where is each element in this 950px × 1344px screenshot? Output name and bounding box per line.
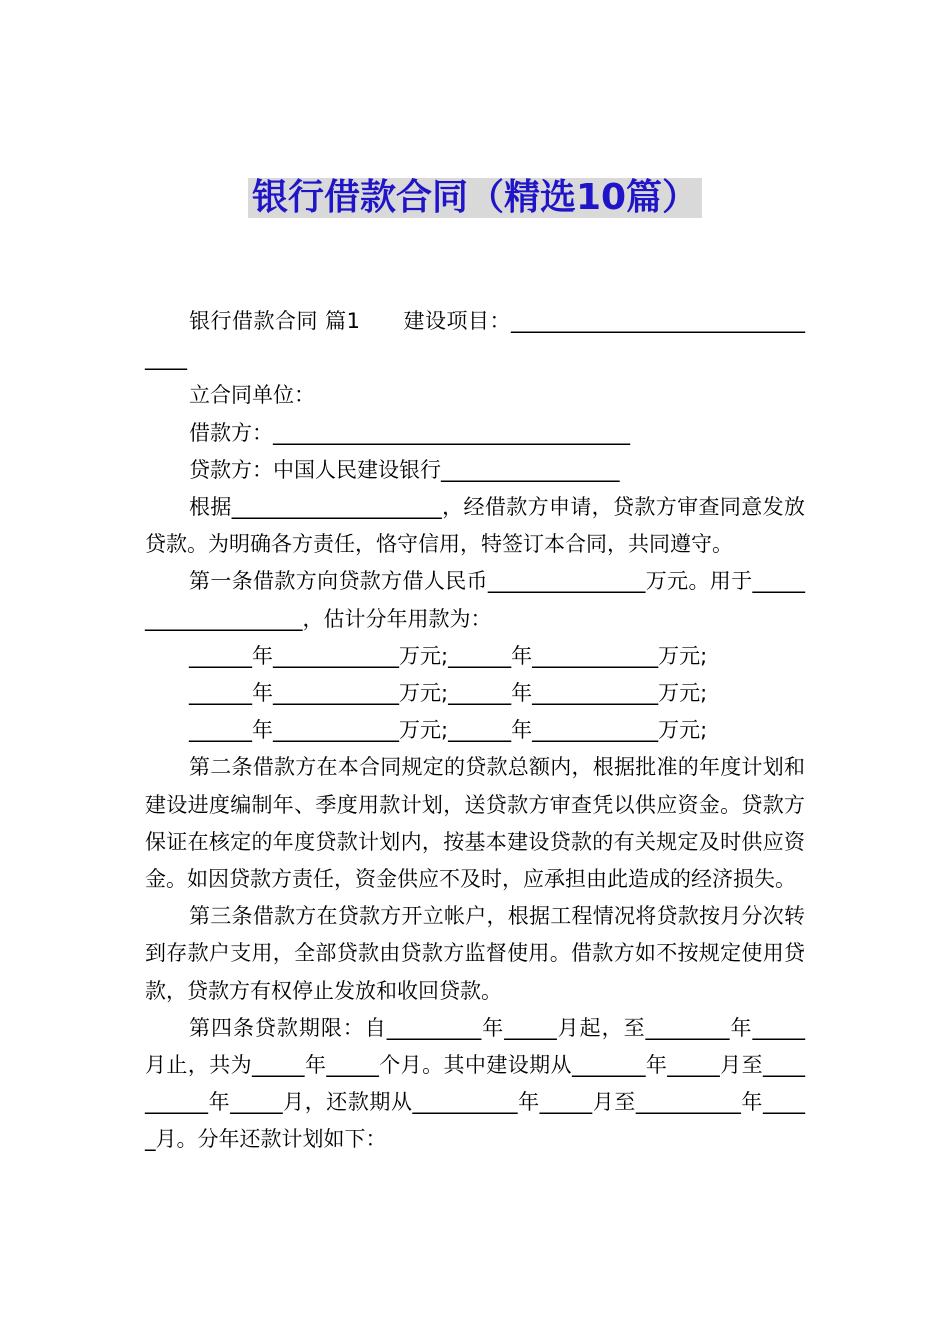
paragraph-article-4: 第四条贷款期限：自_________年_____月起，至________年_____月止，共为_____年_____个月。其中建设期从_______年_____月至__________年_____月，还款期从__________年_____月至__________年_____月。分年还款计划如下： xyxy=(145,1015,805,1152)
document-body xyxy=(145,303,805,1159)
paragraph-article-1: 第一条借款方向贷款方借人民币_______________万元。用于____________________，估计分年用款为： xyxy=(145,569,805,631)
paragraph-basis: 根据____________________，经借款方申请，贷款方审查同意发放贷款。为明确各方责任，恪守信用，特签订本合同，共同遵守。 xyxy=(145,495,805,557)
paragraph-yearly-use-2: ______年____________万元;______年____________万元; xyxy=(189,681,708,706)
paragraph-parties: 立合同单位： xyxy=(189,383,315,408)
paragraph-borrower: 借款方：__________________________________ xyxy=(189,420,630,445)
paragraph-yearly-use-3: ______年____________万元;______年____________万元; xyxy=(189,718,708,743)
paragraph-article-3: 第三条借款方在贷款方开立帐户，根据工程情况将贷款按月分次转到存款户支用，全部贷款由贷款方监督使用。借款方如不按规定使用贷款，贷款方有权停止发放和收回贷款。 xyxy=(145,904,805,1003)
paragraph-article-2: 第二条借款方在本合同规定的贷款总额内，根据批准的年度计划和建设进度编制年、季度用款计划，送贷款方审查凭以供应资金。贷款方保证在核定的年度贷款计划内，按基本建设贷款的有关规定及时供应资金。如因贷款方责任，资金供应不及时，应承担由此造成的经济损失。 xyxy=(145,755,805,892)
paragraph-lender: 贷款方：中国人民建设银行_________________ xyxy=(189,457,620,482)
document-title: 银行借款合同（精选10篇） xyxy=(248,178,702,218)
title-container xyxy=(0,178,950,218)
paragraph-yearly-use-1: ______年____________万元;______年____________万元; xyxy=(189,643,708,668)
paragraph-heading: 银行借款合同 篇1 建设项目：________________________________ xyxy=(145,309,805,371)
